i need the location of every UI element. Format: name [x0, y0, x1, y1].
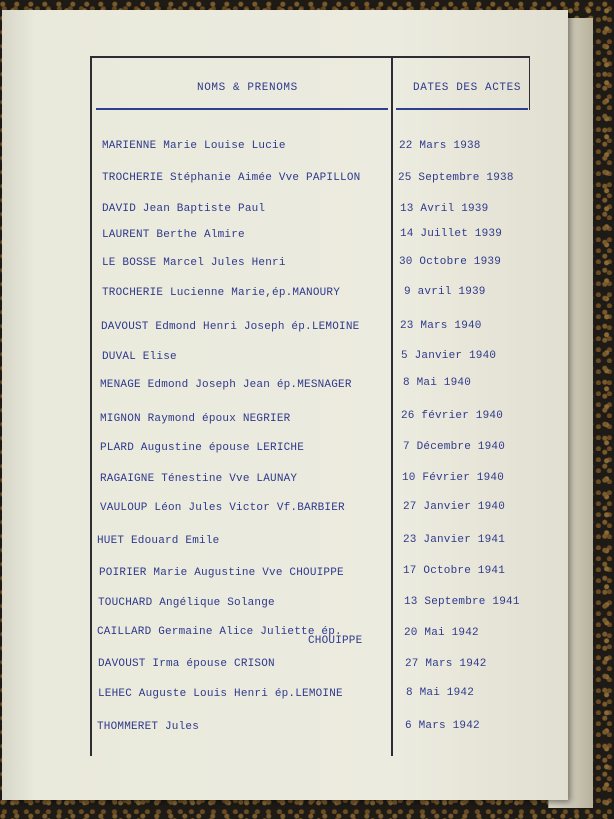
column-divider — [391, 56, 393, 756]
entry-date: 13 Septembre 1941 — [404, 596, 520, 608]
entry-date: 8 Mai 1940 — [403, 377, 472, 389]
header-dates-right-rule — [529, 56, 530, 110]
entry-date: 30 Octobre 1939 — [399, 256, 502, 268]
entry-date: 26 février 1940 — [401, 410, 504, 422]
entry-date: 9 avril 1939 — [404, 286, 486, 298]
entry-date: 5 Janvier 1940 — [401, 350, 497, 362]
header-dates: DATES DES ACTES — [413, 82, 522, 94]
entry-name: DUVAL Elise — [102, 351, 177, 363]
entry-name: MIGNON Raymond époux NEGRIER — [100, 413, 291, 425]
entry-date: 20 Mai 1942 — [404, 627, 479, 639]
entry-date: 13 Avril 1939 — [400, 203, 489, 215]
entry-name: LEHEC Auguste Louis Henri ép.LEMOINE — [98, 688, 343, 700]
entry-date: 10 Février 1940 — [402, 472, 505, 484]
entry-name: DAVID Jean Baptiste Paul — [102, 203, 266, 215]
header-names: NOMS & PRENOMS — [197, 82, 298, 94]
entry-name: MENAGE Edmond Joseph Jean ép.MESNAGER — [100, 379, 352, 391]
entry-date: 8 Mai 1942 — [406, 687, 475, 699]
entry-name: THOMMERET Jules — [97, 721, 200, 733]
table-top-rule — [90, 56, 530, 58]
entry-name: HUET Edouard Emile — [97, 535, 220, 547]
entry-date: 14 Juillet 1939 — [400, 228, 503, 240]
entry-name: DAVOUST Edmond Henri Joseph ép.LEMOINE — [101, 321, 360, 333]
entry-name-continuation: CHOUIPPE — [308, 635, 363, 647]
entry-date: 6 Mars 1942 — [405, 720, 480, 732]
entry-name: LE BOSSE Marcel Jules Henri — [102, 257, 286, 269]
register-page — [2, 10, 568, 800]
header-underline-dates — [396, 108, 528, 110]
entry-date: 22 Mars 1938 — [399, 140, 481, 152]
entry-name: POIRIER Marie Augustine Vve CHOUIPPE — [99, 567, 344, 579]
entry-name: PLARD Augustine épouse LERICHE — [100, 442, 305, 454]
table-left-rule — [90, 56, 92, 756]
entry-name: RAGAIGNE Ténestine Vve LAUNAY — [100, 473, 298, 485]
entry-name: VAULOUP Léon Jules Victor Vf.BARBIER — [100, 502, 345, 514]
header-underline-names — [96, 108, 388, 110]
entry-date: 23 Mars 1940 — [400, 320, 482, 332]
entry-date: 23 Janvier 1941 — [403, 534, 506, 546]
entry-name: DAVOUST Irma épouse CRISON — [98, 658, 275, 670]
entry-date: 27 Mars 1942 — [405, 658, 487, 670]
entry-name: TOUCHARD Angélique Solange — [98, 597, 275, 609]
entry-date: 7 Décembre 1940 — [403, 441, 506, 453]
entry-name: MARIENNE Marie Louise Lucie — [102, 140, 286, 152]
entry-date: 25 Septembre 1938 — [398, 172, 514, 184]
entry-date: 17 Octobre 1941 — [403, 565, 506, 577]
entry-name: TROCHERIE Stéphanie Aimée Vve PAPILLON — [102, 172, 361, 184]
entry-name: LAURENT Berthe Almire — [102, 229, 245, 241]
entry-date: 27 Janvier 1940 — [403, 501, 506, 513]
entry-name: CAILLARD Germaine Alice Juliette ép. — [97, 626, 342, 638]
entry-name: TROCHERIE Lucienne Marie,ép.MANOURY — [102, 287, 341, 299]
